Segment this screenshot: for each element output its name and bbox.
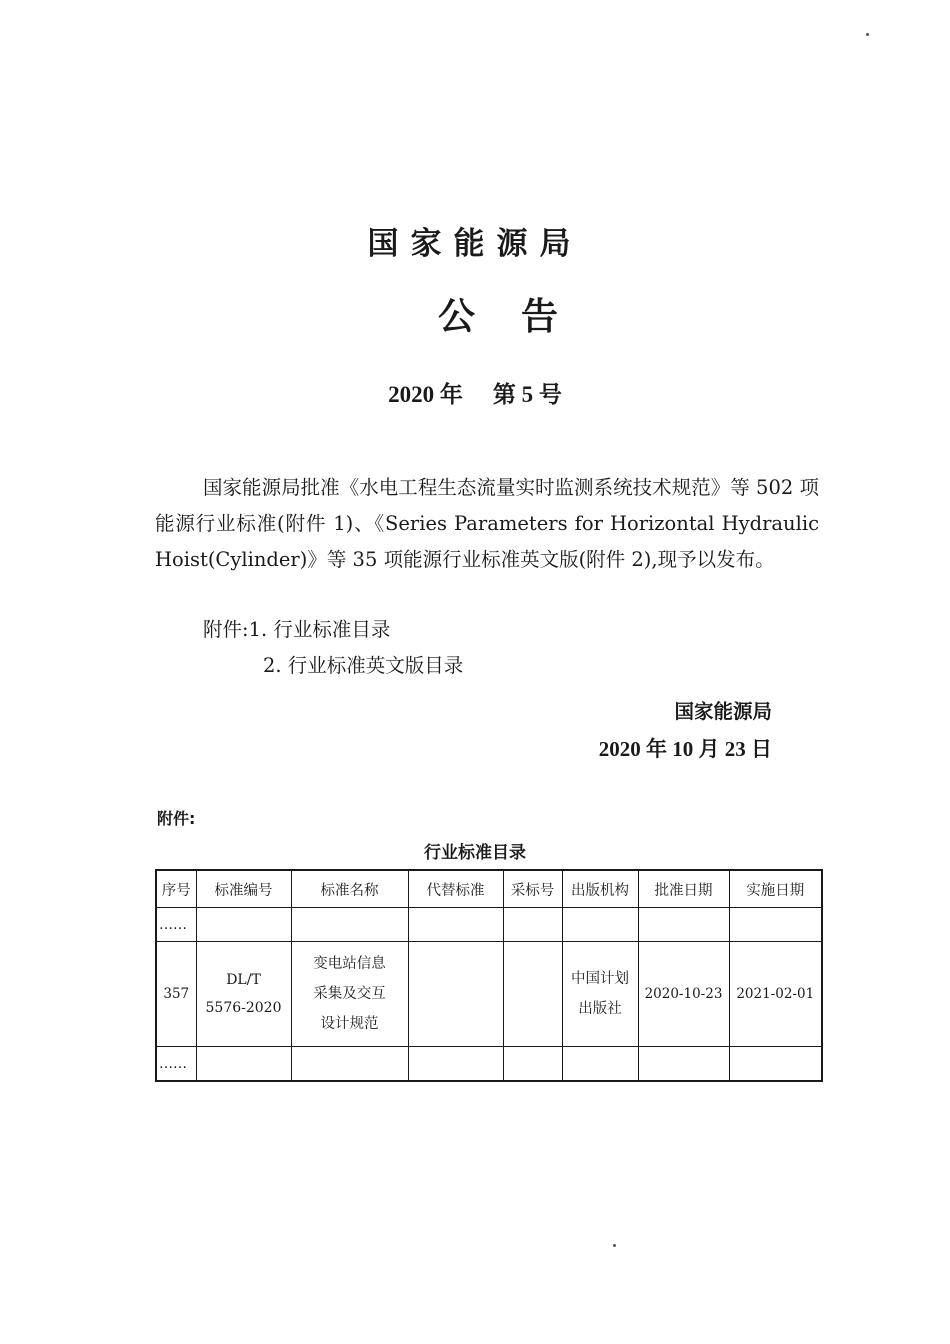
- column-header: 采标号: [503, 870, 562, 908]
- scan-speck: [866, 33, 869, 36]
- attachment-item-2: 2. 行业标准英文版目录: [263, 654, 464, 677]
- standards-table: [155, 869, 823, 1082]
- standard-name-line: 变电站信息: [313, 956, 386, 972]
- notice-title: 公告: [438, 295, 604, 338]
- publisher-line: 中国计划: [571, 971, 629, 987]
- standard-code-line: DL/T: [226, 972, 261, 988]
- adopted-standard-cell: [503, 942, 562, 1047]
- approval-date-cell: 2020-10-23: [638, 942, 729, 1047]
- table-header-row: [156, 870, 822, 908]
- ellipsis-cell: ……: [156, 1047, 196, 1082]
- column-header: 出版机构: [562, 870, 638, 908]
- scan-speck: [613, 1244, 616, 1247]
- signature-agency: 国家能源局: [674, 700, 772, 723]
- table-title: 行业标准目录: [424, 843, 526, 863]
- appendix-label: 附件:: [157, 809, 196, 828]
- publisher-line: 出版社: [578, 1001, 622, 1017]
- column-header: 序号: [156, 870, 196, 908]
- table-row-ellipsis: [156, 908, 822, 942]
- column-header: 实施日期: [729, 870, 822, 908]
- column-header: 标准名称: [291, 870, 408, 908]
- effective-date-cell: 2021-02-01: [729, 942, 822, 1047]
- document-number: [0, 376, 950, 409]
- column-header: 批准日期: [638, 870, 729, 908]
- replaced-standard-cell: [408, 942, 503, 1047]
- publisher-cell: [562, 942, 638, 1047]
- column-header: 代替标准: [408, 870, 503, 908]
- table-row-ellipsis: [156, 1047, 822, 1082]
- column-header: 标准编号: [196, 870, 291, 908]
- standard-name-line: 设计规范: [320, 1016, 379, 1032]
- seq-cell: 357: [156, 942, 196, 1047]
- signature-date: 2020 年 10 月 23 日: [598, 737, 772, 761]
- standard-name-cell: [291, 942, 408, 1047]
- document-year: 2020 年: [388, 382, 463, 407]
- ellipsis-cell: ……: [156, 908, 196, 942]
- announcement-paragraph: 国家能源局批准《水电工程生态流量实时监测系统技术规范》等 502 项能源行业标准(附件 1)、《Series Parameters for Horizontal Hydraulic Hoist(Cylinder)》等 35 项能源行业标准英文版(附件 2),现予以发布。: [155, 476, 819, 571]
- document-issue: 第 5 号: [492, 382, 562, 407]
- standard-name-line: 采集及交互: [313, 986, 386, 1002]
- table-row: [156, 942, 822, 1047]
- agency-title: 国家能源局: [367, 226, 583, 262]
- standard-code-cell: [196, 942, 291, 1047]
- attachment-item-1: 附件:1. 行业标准目录: [203, 618, 391, 641]
- standard-code-line: 5576-2020: [205, 1000, 282, 1016]
